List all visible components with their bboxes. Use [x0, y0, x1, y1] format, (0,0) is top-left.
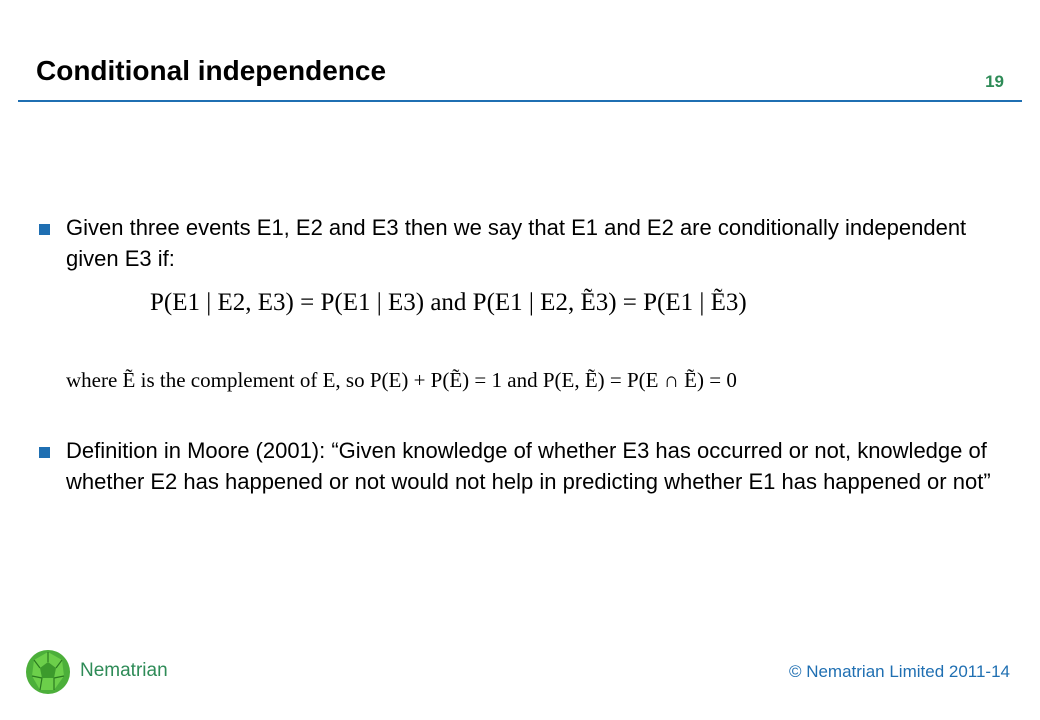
equation-line-2	[66, 368, 737, 393]
equation-line-2-text: where Ẽ is the complement of E, so P(E) + P(Ẽ) = 1 and P(E, Ẽ) = P(E ∩ Ẽ) = 0	[66, 368, 737, 392]
bullet-moore-definition	[66, 435, 996, 497]
equation-line-1	[150, 289, 747, 317]
footer-copyright: © Nematrian Limited 2011-14	[788, 662, 1010, 681]
footer-brand: Nematrian	[80, 660, 168, 681]
page-number: 19	[985, 72, 1004, 91]
equation-line-1-text: P(E1 | E2, E3) = P(E1 | E3) and P(E1 | E2, Ẽ3) = P(E1 | Ẽ3)	[150, 289, 747, 316]
nematrian-logo-icon	[24, 648, 72, 696]
slide-title: Conditional independence	[36, 55, 387, 86]
bullet1-text: Given three events E1, E2 and E3 then we say that E1 and E2 are conditionally independent given E3 if:	[66, 215, 967, 271]
bullet2-text: Definition in Moore (2001): “Given knowledge of whether E3 has occurred or not, knowledge of whether E2 has happened or not would not help in predicting whether E1 has happened or not”	[66, 438, 991, 494]
bullet-conditional-definition	[66, 212, 996, 274]
title-divider	[18, 100, 1022, 102]
